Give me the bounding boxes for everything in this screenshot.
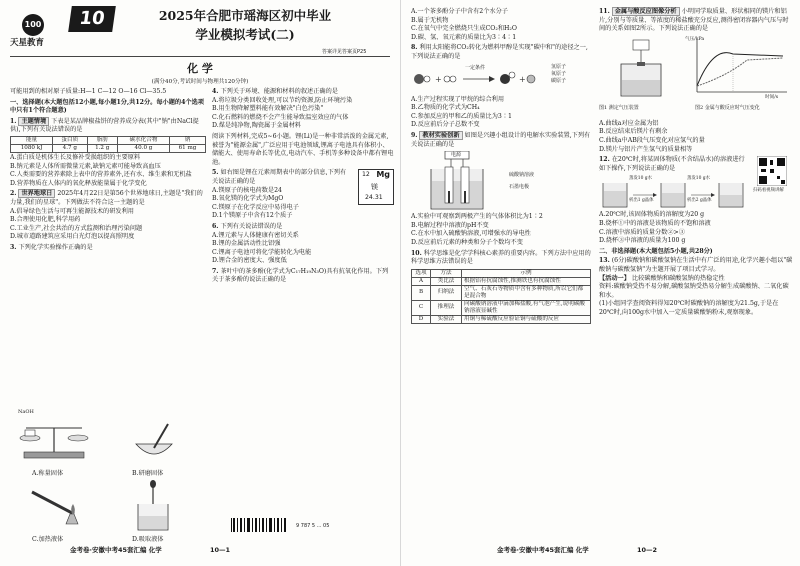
question-9: [411, 132, 591, 149]
fig2-caption: 图2 金属与酸反应时气压变化: [695, 104, 760, 111]
q6-stem: 下列有关说法错误的是: [220, 222, 283, 230]
q13-stem: (6分)碳酸钠和碳酸氢钠在生活中有广泛的用途,化学兴趣小组以"碳酸钠与碳酸氢钠"为主题开展了项目式学习。: [599, 257, 793, 273]
methods-header: 选项: [412, 269, 431, 277]
q12-option-b: B.烧杯①中的溶液是该物质的不饱和溶液: [599, 219, 711, 227]
question-2: [10, 190, 206, 242]
chart-y-axis-label: 气压/kPa: [685, 36, 705, 42]
beakers-icon: [599, 181, 749, 209]
q2-option-b: B.合理使用化肥,科学用药: [10, 216, 81, 224]
q5-number: 5.: [212, 169, 219, 177]
q6-number: 6.: [212, 222, 219, 230]
q10-stem: 科学思维是化学学科核心素养的重要内容。下列方法中应用的科学思维方法错误的是: [411, 249, 591, 266]
nutrition-header: 能量: [11, 136, 53, 144]
element-name: 镁: [371, 183, 378, 192]
q12-option-a: A.20℃时,该固体物质的溶解度为20 g: [599, 211, 705, 219]
table-row: [412, 285, 591, 300]
reading-passage: 阅读下列材料,完成5~6小题。锂(Li)是一种非常活泼的金属元素,被誉为"能源金属",广泛应用于电池领域,锂离子电池具有体积小、储能大、使用寿命长等优点,电动汽车、手机等多种设备中都有锂电池。: [212, 132, 394, 166]
barcode-number: 9 787 5 ... 05: [296, 523, 330, 529]
barcode-icon: [230, 518, 290, 536]
pressure-curve-chart: [687, 36, 791, 102]
q8-option-c: C.参加反应的甲和乙的质量比为3∶1: [411, 112, 512, 120]
electrode-label: 石墨电极: [509, 184, 530, 191]
nutrition-header: 钠: [170, 136, 206, 144]
q1-number: 1.: [10, 117, 17, 125]
pressure-apparatus-icon: [603, 38, 673, 100]
q11-option-a: A.曲线a对应金属为铝: [599, 119, 659, 127]
legend-carbon: 碳原子: [551, 77, 567, 84]
q4-option-c: C.化石燃料的燃烧不会产生能导致温室效应的气体: [212, 113, 349, 121]
q9-stem: 如图是兴趣小组设计的电解水实验装置,下列有关说法正确的是: [411, 131, 591, 148]
dropper-beaker-icon: [128, 480, 178, 534]
q11-option-b: B.反应结束后镁片有剩余: [599, 128, 668, 136]
page-number-left: 10—1: [210, 546, 231, 554]
q5-stem: 如右图是锂在元素周期表中的部分信息,下列有关说法正确的是: [212, 169, 347, 185]
q2-tag: 世界地球日: [18, 189, 55, 198]
section2-header: 二、非选择题(本大题包括5小题,共28分): [599, 247, 713, 255]
q9-option-c: C.在水中加入硫酸钠溶液,可增强水的导电性: [411, 230, 531, 238]
q3-caption-d: D.吸取液体: [132, 536, 164, 543]
q12-option-c: C.溶液中溶质的质量分数②>③: [599, 228, 685, 236]
table-cell: 根据铝有抗腐蚀性,推测铁也有抗腐蚀性: [462, 277, 591, 285]
q8-diagram: [411, 64, 591, 94]
q3-figures: [14, 408, 204, 548]
q5-option-c: C.镁原子在化学反应中易得电子: [212, 203, 299, 211]
q8-option-b: B.乙物质的化学式为CH₄: [411, 104, 480, 112]
q4-option-b: B.用生物降解塑料能有效解决"白色污染": [212, 105, 324, 113]
q7-stem: 茶叶中的茶多酚(化学式为C₁₇H₁₉N₃O)具有抗氧化作用。下列关于茶多酚的说法正确的是: [212, 267, 389, 284]
table-cell: 类比法: [431, 277, 462, 285]
q8-option-d: D.反应前后分子总数不变: [411, 121, 480, 129]
table-cell: C: [412, 300, 431, 315]
q7-option-b: B.属于无机物: [411, 16, 449, 24]
q7-option-c: C.在氧气中完全燃烧只生成CO₂和H₂O: [411, 25, 517, 33]
legend-oxygen: 氧原子: [551, 70, 567, 77]
atomic-masses: 可能用到的相对原子质量:H—1 C—12 O—16 Cl—35.5: [10, 88, 167, 95]
q7-number: 7.: [212, 267, 219, 275]
q2-stem: 2025年4月22日是第56个世界地球日,主题是"我们的力量,我们的星球"。下列做法不符合这一主题的是: [10, 190, 203, 206]
chart-x-axis-label: 时间/s: [765, 94, 779, 100]
q1-option-d: D.营养物质在人体内的氧化释放能量属于化学变化: [10, 179, 147, 187]
q1-tag: 主题情境: [18, 117, 49, 126]
nutrition-value: 4.7 g: [53, 144, 87, 152]
q13-data: 资料:碳酸钠受热不易分解,碳酸氢钠受热易分解生成碳酸钠、二氧化碳和水。: [599, 283, 789, 299]
header-divider: [10, 56, 390, 57]
q1-option-c: C.人类需要的营养素除上表中的营养素外,还有水、维生素和无机盐: [10, 171, 192, 179]
question-8: [411, 44, 591, 61]
question-13: [599, 257, 793, 317]
brand-emblem-icon: 100: [22, 14, 44, 36]
q11-option-d: D.镁片与铝片产生氢气的质量相等: [599, 145, 693, 153]
brand-name: 天星教育: [10, 38, 45, 48]
q12-option-d: D.烧杯③中溶液的质量为100 g: [599, 237, 686, 245]
q2-option-c: C.工业生产,社会共治的方式监测和治理污染问题: [10, 224, 143, 232]
step1-label: 蒸发10 g水: [629, 176, 652, 182]
nutrition-value: 1080 kJ: [11, 144, 53, 152]
q12-stem: 在20℃时,将某固体物质(不含结晶水)的溶液进行如下操作,下列说法正确的是: [599, 156, 745, 172]
q3-caption-b: B.研磨固体: [132, 470, 164, 477]
q8-stem: 利用太阳能将CO₂转化为燃料甲醇是实现"碳中和"的途径之一,下列说法正确的是: [411, 44, 588, 60]
table-cell: 实验法: [431, 315, 462, 323]
q5-option-d: D.1个镁原子中含有12个质子: [212, 212, 293, 220]
q1-option-a: A.蛋白质是机体生长及修补受损组织的主要原料: [10, 153, 141, 161]
element-symbol: Mg: [376, 170, 390, 180]
q9-number: 9.: [411, 131, 418, 139]
q2-option-d: D.城市道路建筑应采用白光灯泡以提高照明度: [10, 233, 135, 241]
table-row: [412, 277, 591, 285]
step2-result: 析出2 g晶体: [687, 198, 712, 204]
table-cell: 空气、石灰石等物质中含有多种物质,所以它们都是混合物: [462, 285, 591, 300]
naoh-label: NaOH: [18, 409, 34, 415]
q2-option-a: A.倡导绿色生活与可再生能源技术的研发利用: [10, 207, 134, 215]
question-11: [599, 8, 793, 34]
element-atomic-number: 12: [362, 171, 370, 179]
q5-option-a: A.镁原子的核电荷数是24: [212, 186, 282, 194]
q7-option-d: D.碳、氢、氧元素的质量比为3∶4∶1: [411, 33, 517, 41]
table-cell: B: [412, 285, 431, 300]
question-4: [212, 88, 394, 131]
nutrition-table: [10, 136, 206, 153]
element-card: [358, 169, 394, 205]
left-column-1: [10, 88, 206, 253]
solution-label: 硫酸钠溶液: [509, 172, 535, 179]
q3-number: 3.: [10, 243, 17, 251]
table-row: [412, 315, 591, 323]
heating-tube-icon: [22, 484, 92, 532]
section1-header: 一、选择题(本大题包括12小题,每小题1分,共12分。每小题的4个选项中只有1个符合题意): [10, 98, 204, 115]
table-row: [412, 300, 591, 315]
methods-table: [411, 269, 591, 324]
set-number-badge: 10: [68, 6, 116, 32]
svg-text:+: +: [435, 74, 442, 84]
q12-diagram: [599, 175, 793, 211]
nutrition-header: 蛋白质: [53, 136, 87, 144]
q6-option-d: D.锂合金的密度大、强度低: [212, 257, 287, 265]
question-1: [10, 118, 206, 189]
table-cell: 归纳法: [431, 285, 462, 300]
subject-title: 化 学: [187, 62, 213, 75]
q11-figures: [599, 36, 793, 120]
q9-option-b: B.电解过程中溶液的pH不变: [411, 221, 489, 229]
left-column-2: [212, 88, 394, 285]
nutrition-header: 脂肪: [87, 136, 117, 144]
table-cell: 向碳酸钠溶液中滴加稀盐酸,有气泡产生,说明碳酸钠溶液显碱性: [462, 300, 591, 315]
nutrition-value: 40.0 g: [117, 144, 169, 152]
q6-option-b: B.锂的金属活动性比铝强: [212, 240, 281, 248]
table-cell: D: [412, 315, 431, 323]
power-label: 电源: [451, 152, 462, 159]
electrolysis-apparatus-icon: [425, 151, 505, 211]
element-mass: 24.31: [365, 194, 383, 202]
question-3: [10, 244, 206, 253]
footer-right: 金考卷·安徽中考45套汇编 化学: [497, 546, 589, 554]
table-cell: A: [412, 277, 431, 285]
q4-option-d: D.煤是纯净物,陶瓷属于金属材料: [212, 122, 302, 130]
q3-caption-a: A.称量固体: [32, 470, 64, 477]
nutrition-header: 碳水化合物: [117, 136, 169, 144]
svg-text:+: +: [519, 74, 526, 84]
q4-stem: 下列关于环境、能源和材料的叙述正确的是: [220, 88, 338, 95]
exam-title-line1: 2025年合肥市瑶海区初中毕业: [158, 8, 332, 23]
exam-title-line2: 学业模拟考试(二): [195, 27, 295, 42]
fig1-caption: 图1 测定气压装置: [599, 104, 639, 111]
q8-number: 8.: [411, 44, 418, 52]
q7-option-a: A.一个茶多酚分子中含有2个水分子: [411, 8, 508, 15]
legend-hydrogen: 氢原子: [551, 63, 567, 70]
footer-left: 金考卷·安徽中考45套汇编 化学: [70, 546, 162, 554]
q4-number: 4.: [212, 88, 219, 95]
q11-tag: 金属与酸反应图像分析: [612, 7, 680, 16]
page-number-right: 10—2: [637, 546, 658, 554]
q2-number: 2.: [10, 190, 17, 198]
q11-stem: 小明同学取质量、形状相同的镁片和铝片,分别与等质量、等浓度的稀盐酸充分反应,测得密闭容器内气压与时间的关系如图2所示。下列说法正确的是: [599, 8, 789, 33]
table-cell: 推理法: [431, 300, 462, 315]
question-6: [212, 223, 394, 266]
right-page: [400, 0, 800, 566]
molecule-legend: [551, 64, 566, 85]
right-column-1: [411, 8, 591, 324]
methods-header: 方法: [431, 269, 462, 277]
mortar-icon: [124, 420, 184, 464]
answer-reference: 答案详见答案页P25: [322, 49, 367, 55]
q6-option-a: A.锂元素与人体健康有密切关系: [212, 231, 299, 239]
q9-option-a: A.实验中可观察到两极产生的气体体积比为1∶2: [411, 213, 543, 221]
question-10: [411, 250, 591, 324]
step2-label: 蒸发10 g水: [687, 176, 710, 182]
q13-sub1: (1)小组同学查阅资料得知20℃时碳酸钠的溶解度为21.5g,于是在20℃时,向100g水中加入一定质量碳酸钠粉末,观察现象。: [599, 300, 779, 316]
nutrition-value: 1.2 g: [87, 144, 117, 152]
q5-option-b: B.氧化镁的化学式为MgO: [212, 195, 284, 203]
q9-option-d: D.反应前后元素的种类和分子个数均不变: [411, 238, 523, 246]
q10-number: 10.: [411, 249, 422, 257]
question-5: [212, 169, 394, 221]
balance-icon: [14, 414, 94, 464]
right-column-2: [599, 8, 793, 317]
nutrition-value: 61 mg: [170, 144, 206, 152]
q6-option-c: C.锂离子电池可将化学能转化为电能: [212, 248, 312, 256]
q11-number: 11.: [599, 8, 610, 15]
q9-tag: 教材实验创新: [419, 131, 462, 140]
q12-number: 12.: [599, 156, 610, 164]
q1-stem: 下表是某品牌椒盐饼的营养成分表(其中"钠"由NaCl提供),下列有关说法错误的是: [10, 117, 199, 134]
q1-option-b: B.钠元素是人体所需微量元素,缺钠元素可能导致高血压: [10, 162, 161, 170]
methods-header: 示例: [462, 269, 591, 277]
q3-caption-c: C.加热液体: [32, 536, 64, 543]
reaction-condition: 一定条件: [465, 64, 486, 71]
exam-info: (满分40分,考试时间与物理共120分钟): [151, 79, 249, 85]
q3-stem: 下列化学实验操作正确的是: [18, 243, 93, 251]
table-cell: 用铜与稀硫酸反应验证铜与硫酸的反应: [462, 315, 591, 323]
q8-option-a: A.生产过程实现了甲烷的综合利用: [411, 95, 505, 103]
activity-tag: 【活动一】: [599, 274, 630, 282]
step1-result: 析出1 g晶体: [629, 198, 654, 204]
q11-option-c: C.曲线a中AB段气压变化对应氢气的量: [599, 136, 705, 144]
question-7: [212, 268, 394, 285]
q4-option-a: A.将垃圾分类回收处理,可以节约资源,防止环境污染: [212, 96, 353, 104]
q9-diagram: [411, 149, 591, 213]
qr-caption: 扫码看视频讲解: [753, 188, 784, 194]
q13-number: 13.: [599, 257, 610, 265]
activity-title: 比较碳酸钠和碳酸氢钠的热稳定性: [631, 274, 725, 282]
